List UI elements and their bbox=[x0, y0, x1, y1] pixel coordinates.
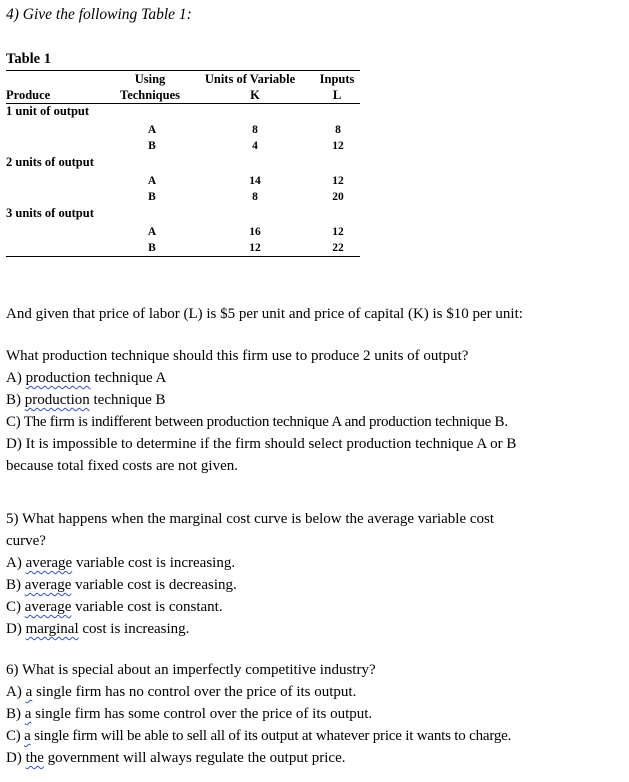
question-6-text: 6) What is special about an imperfectly competitive industry? bbox=[6, 662, 376, 678]
table-caption: Table 1 bbox=[6, 51, 51, 67]
group-label-2: 2 units of output bbox=[6, 155, 94, 169]
cell-technique: B bbox=[148, 242, 156, 254]
table-bottom-rule bbox=[6, 256, 360, 257]
question-4-title: 4) Give the following Table 1: bbox=[6, 6, 192, 23]
q4-option-d-line1: D) It is impossible to determine if the firm should select production technique A or B bbox=[6, 436, 517, 452]
q5-option-a: A) average variable cost is increasing. bbox=[6, 555, 236, 571]
question-4-text: What production technique should this firm use to produce 2 units of output? bbox=[6, 348, 469, 364]
cell-k: 12 bbox=[249, 242, 261, 254]
cell-technique: B bbox=[148, 140, 156, 152]
q4-option-a: A) production technique A bbox=[6, 370, 167, 386]
cell-k: 8 bbox=[252, 124, 258, 136]
cell-technique: A bbox=[147, 226, 157, 238]
q6-option-a: A) a single firm has no control over the price of its output. bbox=[6, 684, 357, 700]
cell-k: 8 bbox=[252, 191, 258, 203]
cell-k: 14 bbox=[249, 175, 261, 187]
header-using-line1: Using bbox=[134, 72, 166, 86]
header-units-line2: K bbox=[250, 88, 260, 102]
cell-l: 12 bbox=[332, 175, 344, 187]
cell-technique: A bbox=[147, 175, 157, 187]
q6-option-d: D) the government will always regulate the output price. bbox=[6, 750, 346, 766]
header-inputs-line1: Inputs bbox=[319, 72, 355, 86]
header-inputs-line2: L bbox=[332, 88, 342, 102]
header-using-line2: Techniques bbox=[120, 88, 180, 102]
q5-option-d: D) marginal cost is increasing. bbox=[6, 621, 190, 637]
cell-technique: B bbox=[148, 191, 156, 203]
cell-l: 12 bbox=[332, 226, 344, 238]
cell-l: 20 bbox=[332, 191, 344, 203]
cell-l: 22 bbox=[332, 242, 344, 254]
q4-option-d-line2: because total fixed costs are not given. bbox=[6, 458, 239, 474]
question-5-line2: curve? bbox=[6, 533, 46, 549]
given-prices-text: And given that price of labor (L) is $5 per unit and price of capital (K) is $10 per unit: bbox=[6, 306, 523, 322]
table-top-rule bbox=[6, 70, 360, 71]
q4-option-b: B) production technique B bbox=[6, 392, 166, 408]
cell-l: 12 bbox=[332, 140, 344, 152]
cell-technique: A bbox=[147, 124, 157, 136]
cell-k: 16 bbox=[249, 226, 261, 238]
cell-l: 8 bbox=[335, 124, 341, 136]
group-label-1: 1 unit of output bbox=[6, 104, 90, 118]
question-5-line1: 5) What happens when the marginal cost curve is below the average variable cost bbox=[6, 511, 495, 527]
cell-k: 4 bbox=[252, 140, 258, 152]
header-produce: Produce bbox=[6, 88, 51, 102]
header-units-line1: Units of Variable bbox=[204, 72, 296, 86]
q6-option-b: B) a single firm has some control over the price of its output. bbox=[6, 706, 373, 722]
group-label-3: 3 units of output bbox=[6, 206, 94, 220]
q6-option-c: C) a single firm will be able to sell all of its output at whatever price it wants to charge. bbox=[6, 728, 512, 744]
q5-option-b: B) average variable cost is decreasing. bbox=[6, 577, 237, 593]
q4-option-c: C) The firm is indifferent between production technique A and production technique B. bbox=[6, 414, 508, 430]
q5-option-c: C) average variable cost is constant. bbox=[6, 599, 223, 615]
